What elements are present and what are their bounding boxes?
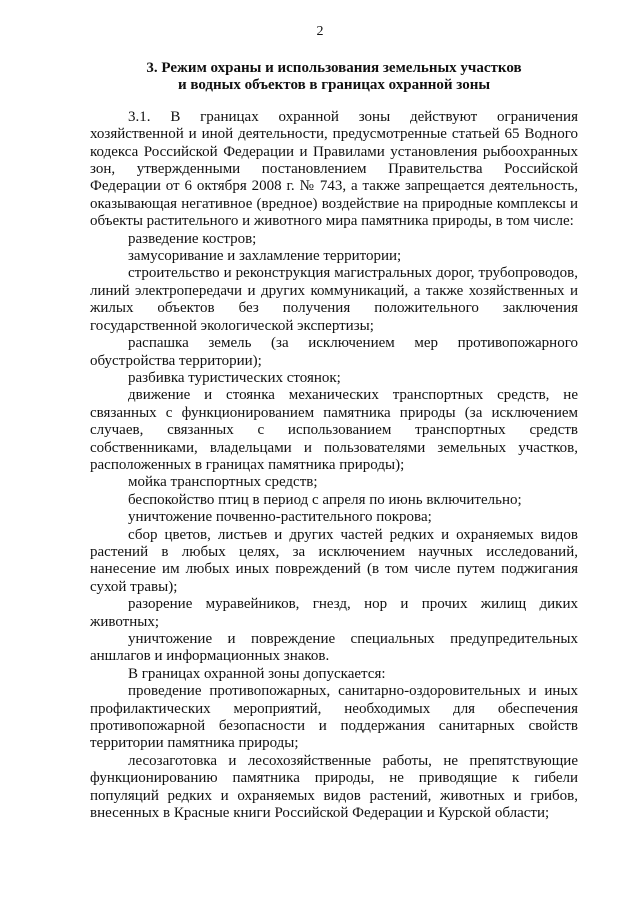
section-heading-line-2: и водных объектов в границах охранной зоны bbox=[177, 77, 491, 94]
list-item-sign-damage: уничтожение и повреждение специальных предупредительных аншлагов и информационных знаков. bbox=[90, 631, 578, 665]
page-number: 2 bbox=[316, 24, 324, 39]
list-item-vehicles: движение и стоянка механических транспортных средств, не связанных с функционированием памятника природы (за исключением случаев, связанных с использованием транспортных средств собственниками, владельцами и пользователями земельных участков, расположенных в границах памятника природы); bbox=[90, 387, 578, 473]
list-item-soil-destruction: уничтожение почвенно-растительного покрова; bbox=[128, 509, 432, 526]
section-heading bbox=[90, 60, 578, 95]
permitted-intro: В границах охранной зоны допускается: bbox=[128, 665, 386, 682]
paragraph-3-1: 3.1. В границах охранной зоны действуют ограничения хозяйственной и иной деятельности, предусмотренные статьей 65 Водного кодекса Российской Федерации и Правилами установления рыбоохранных зон, утвержденными постановлением Правительства Российской Федерации от 6 октября 2008 г. № 743, а также запрещается деятельность, оказывающая негативное (вредное) воздействие на природные комплексы и объекты растительного и животного мира памятника природы, в том числе: bbox=[90, 108, 578, 230]
section-heading-line-1: 3. Режим охраны и использования земельных участков bbox=[146, 60, 522, 76]
list-item-vehicle-washing: мойка транспортных средств; bbox=[128, 474, 318, 491]
list-item-nest-destruction: разорение муравейников, гнезд, нор и прочих жилищ диких животных; bbox=[90, 596, 578, 630]
list-item-littering: замусоривание и захламление территории; bbox=[128, 248, 402, 265]
permitted-item-fire-prevention: проведение противопожарных, санитарно-оздоровительных и иных профилактических мероприятий, необходимых для обеспечения противопожарной безопасности и поддержания санитарных свойств территории памятника природы; bbox=[90, 683, 578, 752]
list-item-plant-collection: сбор цветов, листьев и других частей редких и охраняемых видов растений в любых целях, за исключением научных исследований, нанесение им любых иных повреждений (в том числе путем поджигания сухой травы); bbox=[90, 526, 578, 595]
list-item-campfires: разведение костров; bbox=[128, 230, 257, 247]
list-item-bird-disturbance: беспокойство птиц в период с апреля по июнь включительно; bbox=[128, 491, 522, 508]
list-item-tourist-camps: разбивка туристических стоянок; bbox=[128, 369, 341, 386]
permitted-item-logging: лесозаготовка и лесохозяйственные работы, не препятствующие функционированию памятника природы, не приводящие к гибели популяций редких и охраняемых видов растений, животных и грибов, внесенных в Красные книги Российской Федерации и Курской области; bbox=[90, 752, 578, 822]
list-item-construction: строительство и реконструкция магистральных дорог, трубопроводов, линий электропередачи и других коммуникаций, а также хозяйственных и жилых объектов без получения положительного заключения государственной экологической экспертизы; bbox=[90, 265, 578, 334]
document-body bbox=[90, 60, 578, 822]
list-item-ploughing: распашка земель (за исключением мер противопожарного обустройства территории); bbox=[90, 335, 578, 369]
